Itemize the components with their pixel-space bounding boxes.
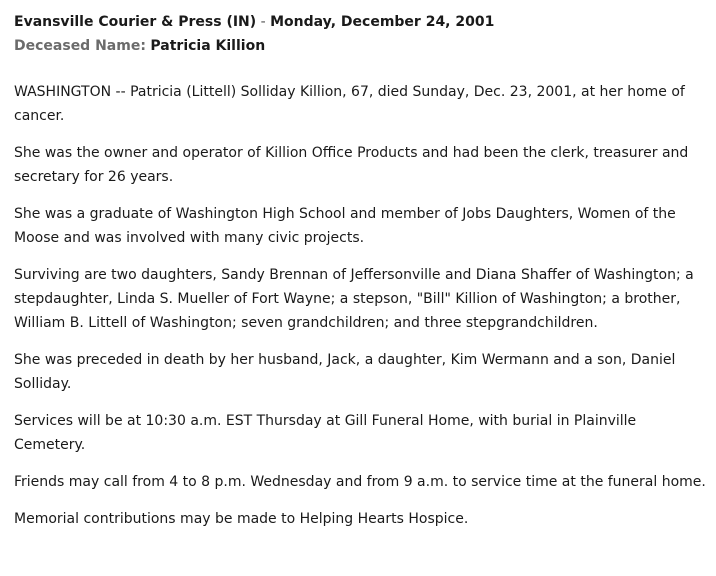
publication-source: Evansville Courier & Press (IN) bbox=[14, 14, 257, 30]
paragraph-education: She was a graduate of Washington High School and member of Jobs Daughters, Women of the Moose and was involved with many civic projects. bbox=[14, 206, 676, 246]
paragraph-visitation: Friends may call from 4 to 8 p.m. Wednesday and from 9 a.m. to service time at the funeral home. bbox=[14, 474, 706, 490]
obituary-body bbox=[14, 80, 708, 531]
deceased-name: Patricia Killion bbox=[150, 38, 266, 54]
header-separator: - bbox=[256, 14, 271, 30]
paragraph-career: She was the owner and operator of Killion Office Products and had been the clerk, treasurer and secretary for 26 years. bbox=[14, 145, 689, 185]
paragraph-memorials: Memorial contributions may be made to Helping Hearts Hospice. bbox=[14, 511, 469, 527]
publication-header bbox=[14, 12, 708, 32]
paragraph-preceded: She was preceded in death by her husband, Jack, a daughter, Kim Wermann and a son, Daniel Solliday. bbox=[14, 352, 676, 392]
obituary-document bbox=[14, 12, 708, 544]
paragraph-death-notice: WASHINGTON -- Patricia (Littell) Solliday Killion, 67, died Sunday, Dec. 23, 2001, at her home of cancer. bbox=[14, 84, 685, 124]
publication-date: Monday, December 24, 2001 bbox=[270, 14, 495, 30]
paragraph-services: Services will be at 10:30 a.m. EST Thursday at Gill Funeral Home, with burial in Plainville Cemetery. bbox=[14, 413, 637, 453]
deceased-label: Deceased Name: bbox=[14, 38, 146, 54]
deceased-header bbox=[14, 36, 708, 56]
paragraph-survivors: Surviving are two daughters, Sandy Brennan of Jeffersonville and Diana Shaffer of Washington; a stepdaughter, Linda S. Mueller of Fort Wayne; a stepson, "Bill" Killion of Washington; a brother, William B. Littell of Washington; seven grandchildren; and three stepgrandchildren. bbox=[14, 267, 694, 331]
